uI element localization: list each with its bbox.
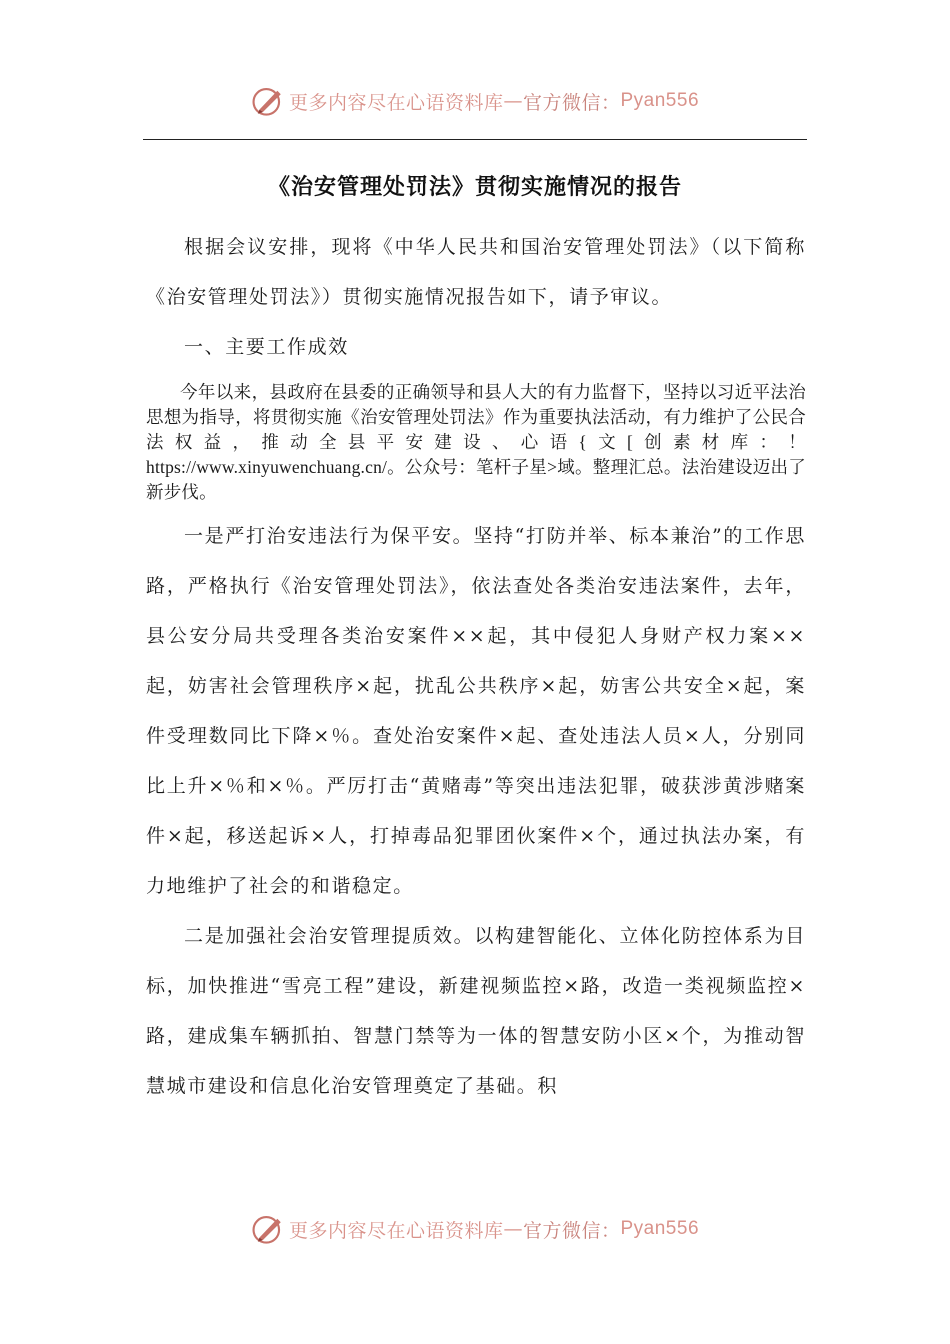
banner-text: 更多内容尽在心语资料库 <box>288 1219 504 1242</box>
header-banner <box>0 84 950 118</box>
paragraph-public-security: 一是严打治安违法行为保平安。坚持“打防并举、标本兼治”的工作思路，严格执行《治安管理处罚法》，依法查处各类治安违法案件，去年，县公安分局共受理各类治安案件××起，其中侵犯人身财产权力案××起，妨害社会管理秩序×起，扰乱公共秩序×起，妨害公共安全×起，案件受理数同比下降×％。查处治安案件×起、查处违法人员×人，分别同比上升×％和×％。严厉打击“黄赌毒”等突出违法犯罪，破获涉黄涉赌案件×起，移送起诉×人，打掉毒品犯罪团伙案件×个，通过执法办案，有力地维护了社会的和谐稳定。 <box>146 525 806 897</box>
header-rule <box>143 139 807 140</box>
pen-logo-icon <box>251 1212 285 1246</box>
document-title: 《治安管理处罚法》贯彻实施情况的报告 <box>267 174 682 200</box>
banner-wechat-label: 官方微信： <box>522 1219 621 1242</box>
banner-dash: — <box>503 1218 523 1240</box>
paragraph-social-management: 二是加强社会治安管理提质效。以构建智能化、立体化防控体系为目标，加快推进“雪亮工程”建设，新建视频监控×路，改造一类视频监控×路，建成集车辆抓拍、智慧门禁等为一体的智慧安防小区×个，为推动智慧城市建设和信息化治安管理奠定了基础。积 <box>146 925 806 1097</box>
overview-paragraph: 今年以来，县政府在县委的正确领导和县人大的有力监督下，坚持以习近平法治思想为指导，将贯彻实施《治安管理处罚法》作为重要执法活动，有力维护了公民合法权益，推动全县平安建设、心语{文[创素材库：！https://www.xinyuwenchuang.cn/。公众号：笔杆子星>域。整理汇总。法治建设迈出了新步伐。 <box>146 382 806 502</box>
document-body <box>146 222 806 1111</box>
footer-banner <box>0 1212 950 1246</box>
banner-wechat-id: Pyan556 <box>620 90 700 111</box>
banner-wechat-id: Pyan556 <box>620 1218 700 1239</box>
pen-logo-icon <box>251 84 285 118</box>
intro-paragraph: 根据会议安排，现将《中华人民共和国治安管理处罚法》（以下简称《治安管理处罚法》）贯彻实施情况报告如下，请予审议。 <box>146 236 806 308</box>
banner-text: 更多内容尽在心语资料库 <box>288 91 504 114</box>
banner-dash: — <box>503 90 523 112</box>
banner-wechat-label: 官方微信： <box>522 91 621 114</box>
section-heading: 一、主要工作成效 <box>184 336 349 358</box>
